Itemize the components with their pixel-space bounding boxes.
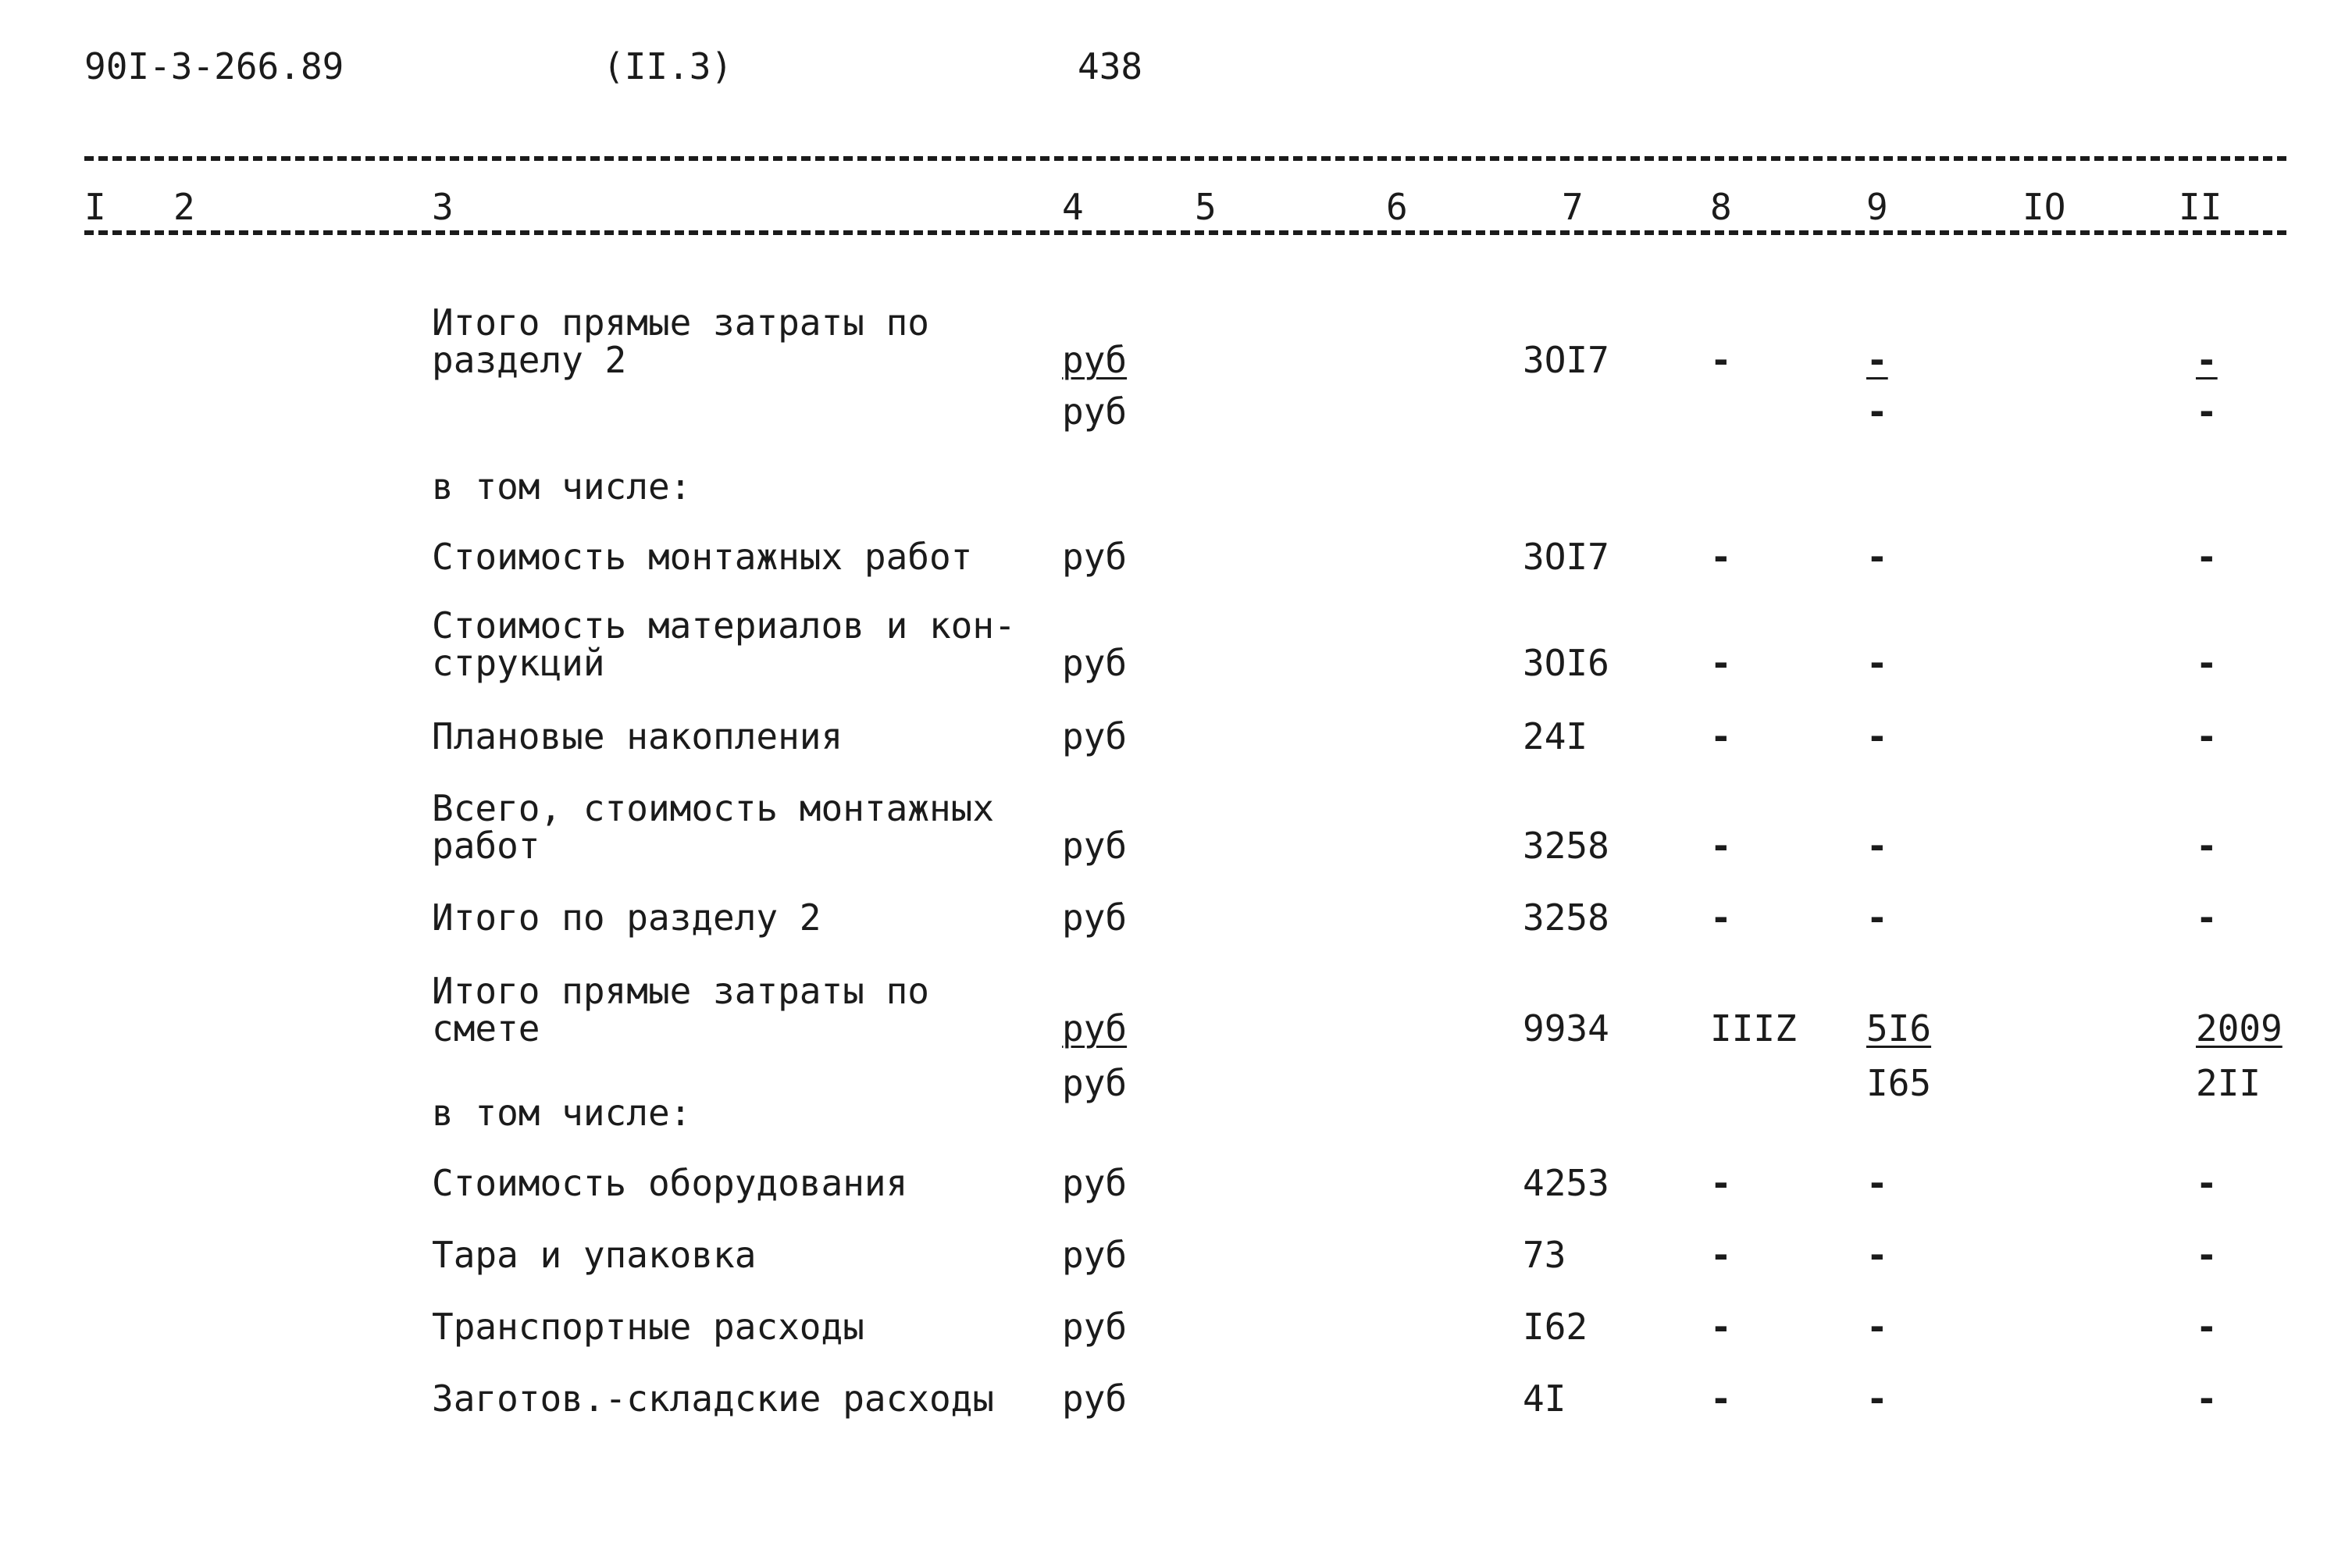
row-value-col7: 4253 (1523, 1162, 1609, 1204)
row-description-line: Итого прямые затраты по (432, 970, 929, 1012)
column-header-dashed-rule (84, 230, 2286, 235)
column-number-7: 7 (1562, 186, 1584, 228)
subheading-including: в том числе: (432, 1092, 692, 1134)
row-description-line: Тара и упаковка (432, 1234, 757, 1276)
row-value-col7: 9934 (1523, 1007, 1609, 1049)
row-value-col11: - (2196, 339, 2218, 381)
row-value-col8: - (1710, 1377, 1732, 1420)
row-description-line: Стоимость оборудования (432, 1162, 908, 1204)
row-value-col8: - (1710, 536, 1732, 578)
row-description-line: Стоимость монтажных работ (432, 536, 973, 578)
row-value-col11: - (2196, 536, 2218, 578)
row-value-col7: 4I (1523, 1377, 1566, 1420)
row-value-col7: 24I (1523, 715, 1588, 757)
row-unit: руб (1062, 1377, 1128, 1420)
row-value-col9: - (1866, 642, 1888, 684)
row-value-col11: 2009 (2196, 1007, 2283, 1049)
row-value-col8: - (1710, 1306, 1732, 1348)
row-value-col11: - (2196, 715, 2218, 757)
row-value-col7: I62 (1523, 1306, 1588, 1348)
row-description-line: Транспортные расходы (432, 1306, 864, 1348)
row-unit: руб (1062, 715, 1128, 757)
column-number-8: 8 (1710, 186, 1732, 228)
row-value-col7: 3258 (1523, 825, 1609, 867)
row-description-line: разделу 2 (432, 339, 627, 381)
row-value-col8: - (1710, 642, 1732, 684)
row-value-col9: - (1866, 1377, 1888, 1420)
row-value-col8: - (1710, 715, 1732, 757)
column-number-3: 3 (432, 186, 454, 228)
row-unit: руб (1062, 642, 1128, 684)
column-number-5: 5 (1195, 186, 1217, 228)
row-value-col9: - (1866, 390, 1888, 433)
row-value-col8: - (1710, 1162, 1732, 1204)
row-unit: руб (1062, 536, 1128, 578)
column-number-4: 4 (1062, 186, 1084, 228)
row-value-col8: - (1710, 339, 1732, 381)
document-code: 90I-3-266.89 (84, 45, 344, 87)
row-description-line: Плановые накопления (432, 715, 843, 757)
row-value-col7: 3OI7 (1523, 536, 1609, 578)
row-description-line: Всего, стоимость монтажных (432, 787, 995, 829)
row-value-col9: - (1866, 1234, 1888, 1276)
row-value-col11: - (2196, 1377, 2218, 1420)
row-unit: руб (1062, 1306, 1128, 1348)
column-number-2: 2 (173, 186, 195, 228)
row-description-line: Итого по разделу 2 (432, 896, 821, 939)
row-value-col9: - (1866, 896, 1888, 939)
row-value-col9: - (1866, 1306, 1888, 1348)
row-value-col9: - (1866, 1162, 1888, 1204)
row-unit: руб (1062, 1162, 1128, 1204)
row-value-col11: - (2196, 1306, 2218, 1348)
row-value-col11: - (2196, 896, 2218, 939)
row-description-line: Заготов.-складские расходы (432, 1377, 995, 1420)
row-value-col7: 73 (1523, 1234, 1566, 1276)
row-unit: руб (1062, 896, 1128, 939)
row-description-line: работ (432, 825, 540, 867)
row-value-col8: IIIZ (1710, 1007, 1797, 1049)
column-number-10: IO (2022, 186, 2066, 228)
top-dashed-rule (84, 156, 2286, 161)
row-unit: руб (1062, 1234, 1128, 1276)
row-value-col9: - (1866, 825, 1888, 867)
column-number-1: I (84, 186, 106, 228)
column-number-11: II (2179, 186, 2222, 228)
page-number: 438 (1078, 45, 1143, 87)
row-value-col9: 5I6 (1866, 1007, 1932, 1049)
row-description-line: Стоимость материалов и кон- (432, 604, 1016, 647)
sheet-reference: (II.3) (603, 45, 733, 87)
row-value-col11: - (2196, 1234, 2218, 1276)
row-value-col9: - (1866, 715, 1888, 757)
row-value-col9: - (1866, 536, 1888, 578)
row-unit: руб (1062, 1007, 1128, 1049)
row-value-col9: - (1866, 339, 1888, 381)
row-value-col8: - (1710, 825, 1732, 867)
row-description-line: Итого прямые затраты по (432, 301, 929, 344)
row-unit: руб (1062, 390, 1128, 433)
row-value-col11: - (2196, 825, 2218, 867)
row-value-col8: - (1710, 896, 1732, 939)
row-description-line: струкций (432, 642, 605, 684)
column-number-6: 6 (1386, 186, 1408, 228)
row-value-col7: 3OI7 (1523, 339, 1609, 381)
row-value-col8: - (1710, 1234, 1732, 1276)
row-unit: руб (1062, 1062, 1128, 1104)
row-value-col7: 3OI6 (1523, 642, 1609, 684)
row-unit: руб (1062, 339, 1128, 381)
row-value-col11: - (2196, 642, 2218, 684)
row-value-col11: 2II (2196, 1062, 2261, 1104)
row-value-col11: - (2196, 1162, 2218, 1204)
row-description-line: смете (432, 1007, 540, 1049)
row-unit: руб (1062, 825, 1128, 867)
row-value-col7: 3258 (1523, 896, 1609, 939)
row-value-col9: I65 (1866, 1062, 1932, 1104)
column-number-9: 9 (1866, 186, 1888, 228)
subheading-including: в том числе: (432, 465, 692, 508)
row-value-col11: - (2196, 390, 2218, 433)
